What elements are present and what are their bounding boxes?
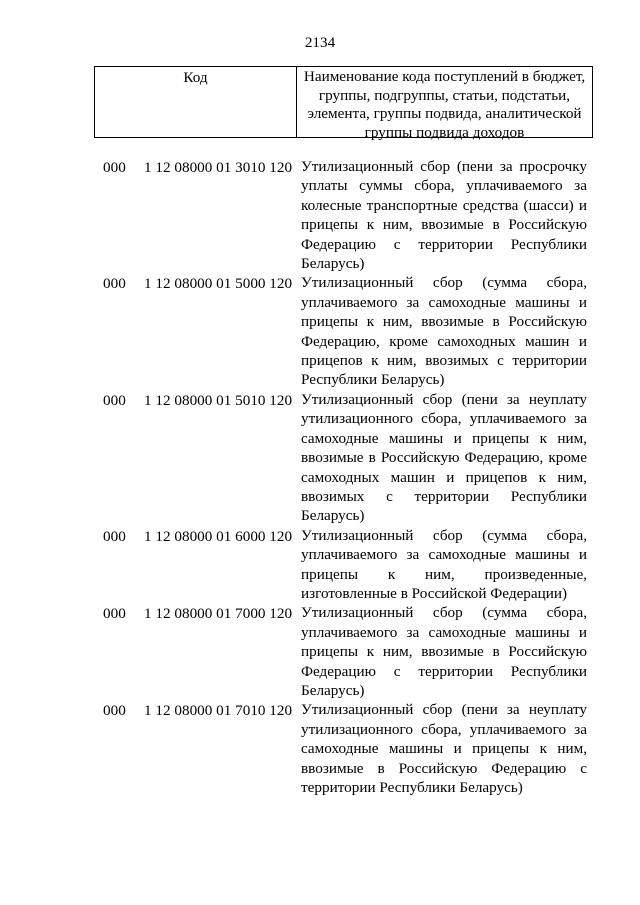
admin-code: 000	[103, 391, 126, 409]
revenue-code: 1 12 08000 01 7010 120	[144, 702, 293, 720]
admin-code: 000	[103, 527, 126, 545]
table-row	[0, 390, 640, 526]
revenue-name: Утилизационный сбор (сумма сбора, уплачиваемого за самоходные машины и прицепы к ним, ввозимые в Российскую Федерацию, кроме самоходных машин и прицепов к ним, ввозимых с территории Республики Беларусь)	[301, 274, 587, 389]
table-row	[0, 700, 640, 797]
table-row	[0, 273, 640, 389]
revenue-name: Утилизационный сбор (сумма сбора, уплачиваемого за самоходные машины и прицепы к ним, ввозимые в Российскую Федерацию с территории Республики Беларусь)	[301, 604, 587, 699]
admin-code: 000	[103, 605, 126, 623]
table-header	[94, 66, 593, 141]
header-name-cell: Наименование кода поступлений в бюджет, группы, подгруппы, статьи, подстатьи, элемента, группы подвида, аналитической группы подвида доходов	[303, 68, 586, 141]
revenue-code: 1 12 08000 01 7000 120	[144, 605, 293, 623]
admin-code: 000	[103, 702, 126, 720]
revenue-name: Утилизационный сбор (пени за неуплату утилизационного сбора, уплачиваемого за самоходные машины и прицепы к ним, ввозимые в Российскую Федерацию, кроме самоходных машин и прицепов к ним, ввозимых с территории Республики Беларусь)	[301, 390, 587, 525]
table-row	[0, 157, 640, 273]
table-row	[0, 603, 640, 700]
page-number: 2134	[304, 34, 336, 51]
revenue-name: Утилизационный сбор (пени за просрочку уплаты суммы сбора, уплачиваемого за колесные транспортные средства (шасси) и прицепы к ним, ввозимые в Российскую Федерацию с территории Республики Беларусь)	[301, 158, 587, 273]
table-row	[0, 526, 640, 604]
revenue-name: Утилизационный сбор (сумма сбора, уплачиваемого за самоходные машины и прицепы к ним, произведенные, изготовленные в Российской Федерации)	[301, 526, 587, 602]
code-list	[0, 157, 640, 797]
revenue-code: 1 12 08000 01 6000 120	[144, 527, 293, 545]
admin-code: 000	[103, 275, 126, 293]
admin-code: 000	[103, 159, 126, 176]
revenue-name: Утилизационный сбор (пени за неуплату утилизационного сбора, уплачиваемого за самоходные машины и прицепы к ним, ввозимые в Российскую Федерацию с территории Республики Беларусь)	[301, 701, 587, 796]
revenue-code: 1 12 08000 01 5000 120	[144, 275, 293, 293]
revenue-code: 1 12 08000 01 3010 120	[144, 159, 293, 176]
revenue-code: 1 12 08000 01 5010 120	[144, 391, 293, 409]
header-code-cell: Код	[95, 67, 297, 137]
